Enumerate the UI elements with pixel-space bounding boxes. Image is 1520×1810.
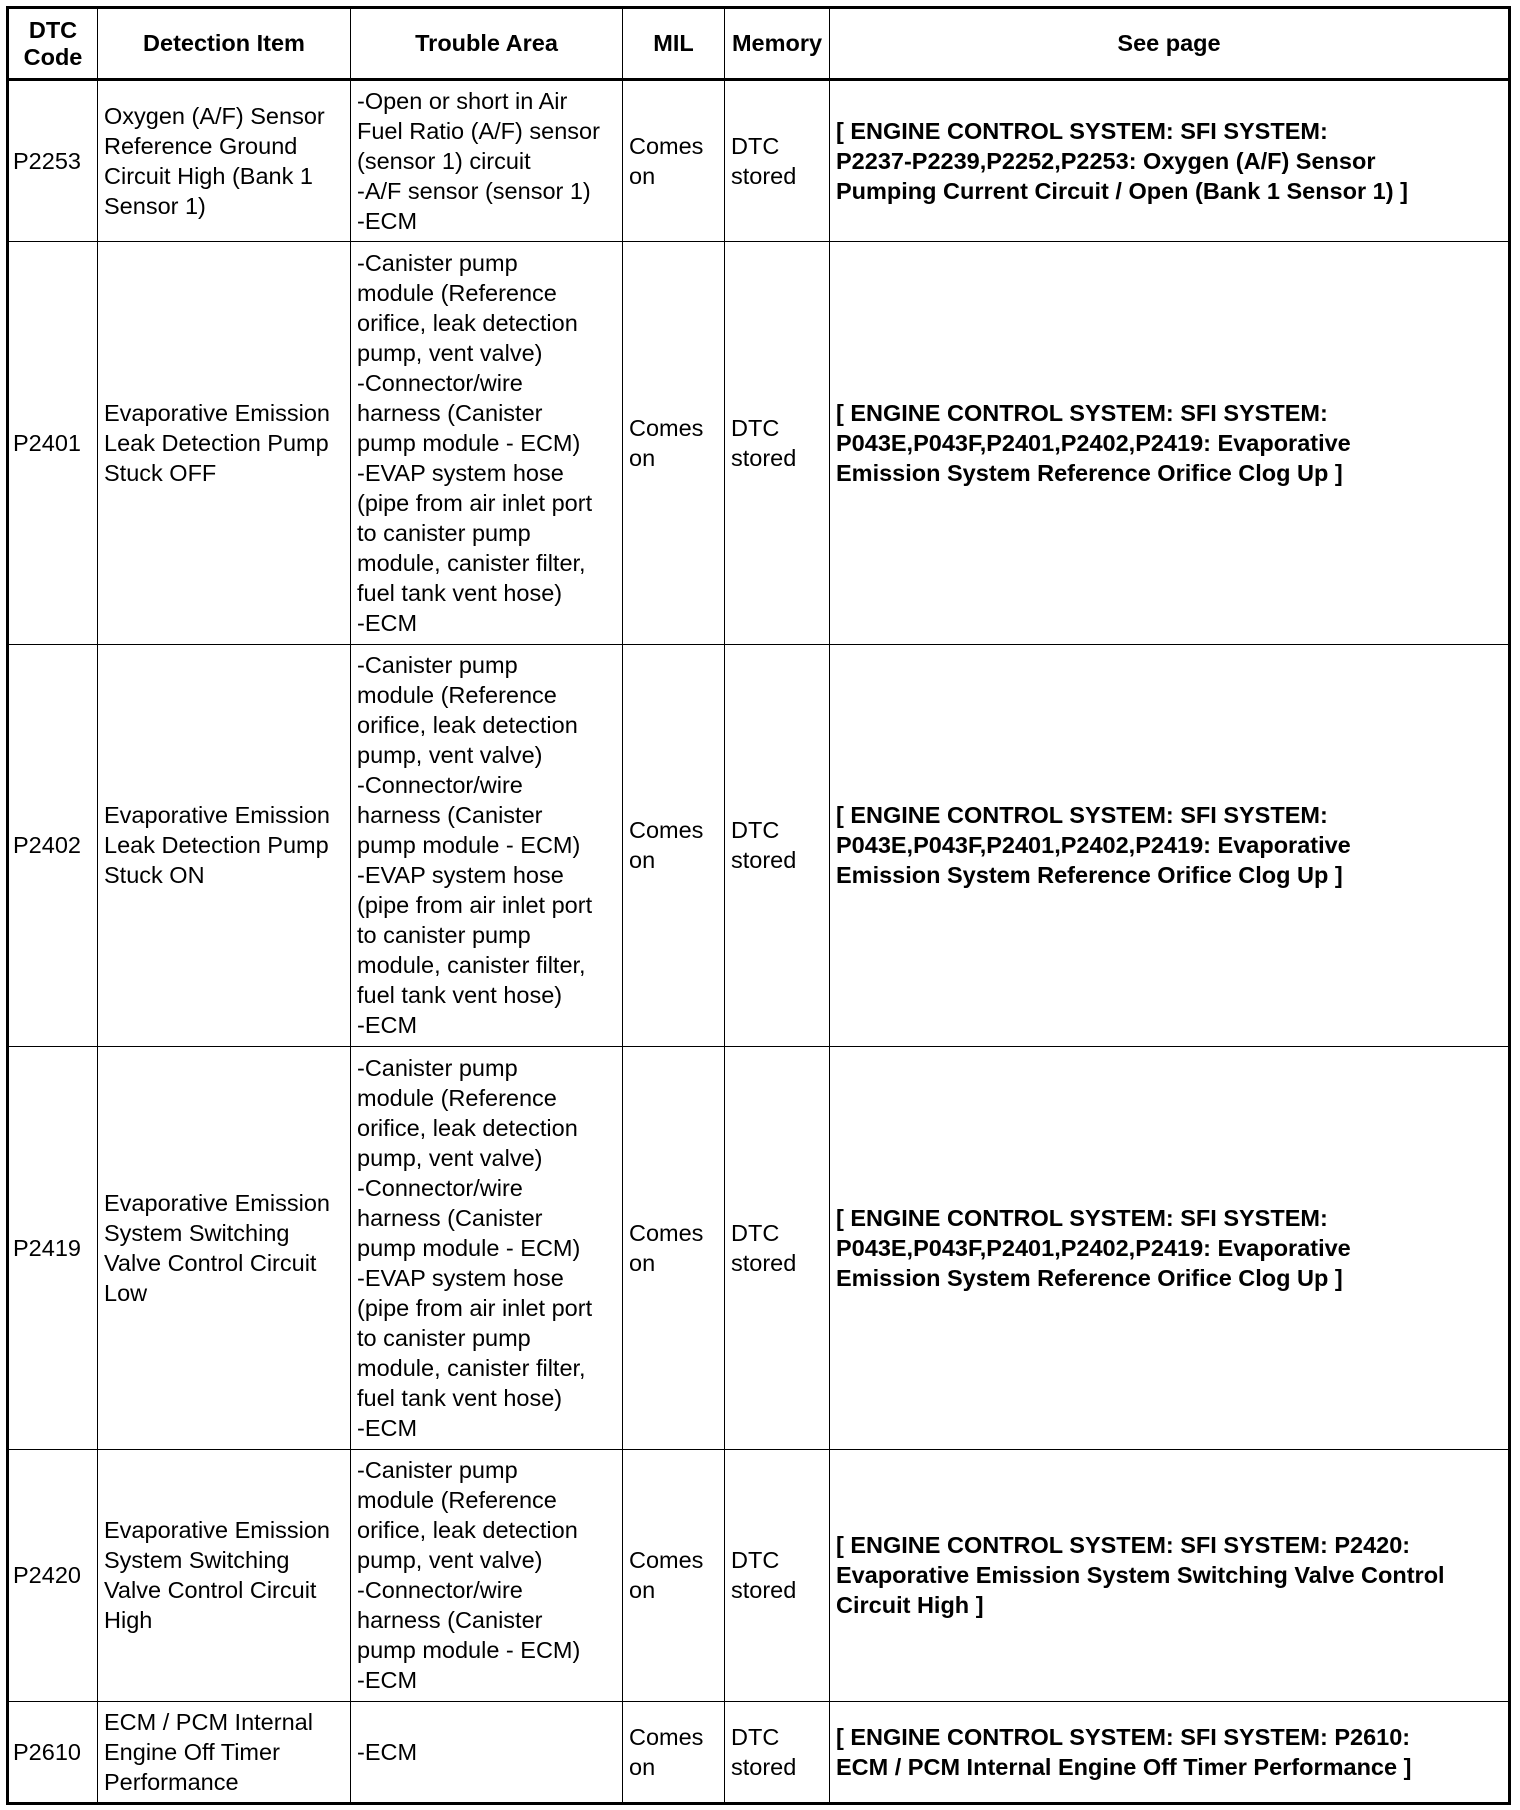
table-row	[8, 1701, 1510, 1803]
memory-cell: DTC stored	[725, 80, 830, 242]
header-dtc-code: DTC Code	[8, 8, 98, 80]
dtc-code-cell: P2402	[8, 644, 98, 1046]
memory-cell: DTC stored	[725, 1449, 830, 1701]
header-trouble-area: Trouble Area	[351, 8, 623, 80]
dtc-code-cell: P2419	[8, 1047, 98, 1449]
header-detection-item: Detection Item	[98, 8, 351, 80]
mil-cell: Comes on	[623, 80, 725, 242]
memory-cell: DTC stored	[725, 242, 830, 644]
table-header	[8, 8, 1510, 80]
detection-item-cell: Evaporative Emission System Switching Valve Control Circuit Low	[98, 1047, 351, 1449]
table-row	[8, 1047, 1510, 1449]
header-mil: MIL	[623, 8, 725, 80]
header-row	[8, 8, 1510, 80]
dtc-code-cell: P2610	[8, 1701, 98, 1803]
table-body	[8, 80, 1510, 1804]
trouble-area-cell: -Canister pump module (Reference orifice, leak detection pump, vent valve) -Connector/wire harness (Canister pump module - ECM) -EVAP system hose (pipe from air inlet port to canister pump module, canister filter, fuel tank vent hose) -ECM	[351, 644, 623, 1046]
trouble-area-cell: -ECM	[351, 1701, 623, 1803]
table-row	[8, 1449, 1510, 1701]
table-row	[8, 242, 1510, 644]
see-page-cell: [ ENGINE CONTROL SYSTEM: SFI SYSTEM: P2420: Evaporative Emission System Switching Valve Control Circuit High ]	[830, 1449, 1510, 1701]
dtc-code-cell: P2420	[8, 1449, 98, 1701]
mil-cell: Comes on	[623, 1449, 725, 1701]
dtc-code-cell: P2401	[8, 242, 98, 644]
detection-item-cell: Evaporative Emission Leak Detection Pump Stuck ON	[98, 644, 351, 1046]
mil-cell: Comes on	[623, 1701, 725, 1803]
detection-item-cell: Evaporative Emission System Switching Valve Control Circuit High	[98, 1449, 351, 1701]
dtc-table	[6, 6, 1511, 1805]
header-memory: Memory	[725, 8, 830, 80]
see-page-cell: [ ENGINE CONTROL SYSTEM: SFI SYSTEM: P043E,P043F,P2401,P2402,P2419: Evaporative Emission System Reference Orifice Clog Up ]	[830, 242, 1510, 644]
header-see-page: See page	[830, 8, 1510, 80]
see-page-cell: [ ENGINE CONTROL SYSTEM: SFI SYSTEM: P2237-P2239,P2252,P2253: Oxygen (A/F) Sensor Pumping Current Circuit / Open (Bank 1 Sensor 1) ]	[830, 80, 1510, 242]
memory-cell: DTC stored	[725, 1701, 830, 1803]
table-row	[8, 644, 1510, 1046]
trouble-area-cell: -Canister pump module (Reference orifice, leak detection pump, vent valve) -Connector/wire harness (Canister pump module - ECM) -EVAP system hose (pipe from air inlet port to canister pump module, canister filter, fuel tank vent hose) -ECM	[351, 1047, 623, 1449]
memory-cell: DTC stored	[725, 1047, 830, 1449]
detection-item-cell: Oxygen (A/F) Sensor Reference Ground Circuit High (Bank 1 Sensor 1)	[98, 80, 351, 242]
mil-cell: Comes on	[623, 1047, 725, 1449]
trouble-area-cell: -Open or short in Air Fuel Ratio (A/F) sensor (sensor 1) circuit -A/F sensor (sensor 1) -ECM	[351, 80, 623, 242]
see-page-cell: [ ENGINE CONTROL SYSTEM: SFI SYSTEM: P043E,P043F,P2401,P2402,P2419: Evaporative Emission System Reference Orifice Clog Up ]	[830, 1047, 1510, 1449]
detection-item-cell: ECM / PCM Internal Engine Off Timer Performance	[98, 1701, 351, 1803]
dtc-code-cell: P2253	[8, 80, 98, 242]
trouble-area-cell: -Canister pump module (Reference orifice, leak detection pump, vent valve) -Connector/wire harness (Canister pump module - ECM) -EVAP system hose (pipe from air inlet port to canister pump module, canister filter, fuel tank vent hose) -ECM	[351, 242, 623, 644]
mil-cell: Comes on	[623, 644, 725, 1046]
see-page-cell: [ ENGINE CONTROL SYSTEM: SFI SYSTEM: P043E,P043F,P2401,P2402,P2419: Evaporative Emission System Reference Orifice Clog Up ]	[830, 644, 1510, 1046]
detection-item-cell: Evaporative Emission Leak Detection Pump Stuck OFF	[98, 242, 351, 644]
trouble-area-cell: -Canister pump module (Reference orifice, leak detection pump, vent valve) -Connector/wire harness (Canister pump module - ECM) -ECM	[351, 1449, 623, 1701]
memory-cell: DTC stored	[725, 644, 830, 1046]
see-page-cell: [ ENGINE CONTROL SYSTEM: SFI SYSTEM: P2610: ECM / PCM Internal Engine Off Timer Performance ]	[830, 1701, 1510, 1803]
table-row	[8, 80, 1510, 242]
mil-cell: Comes on	[623, 242, 725, 644]
